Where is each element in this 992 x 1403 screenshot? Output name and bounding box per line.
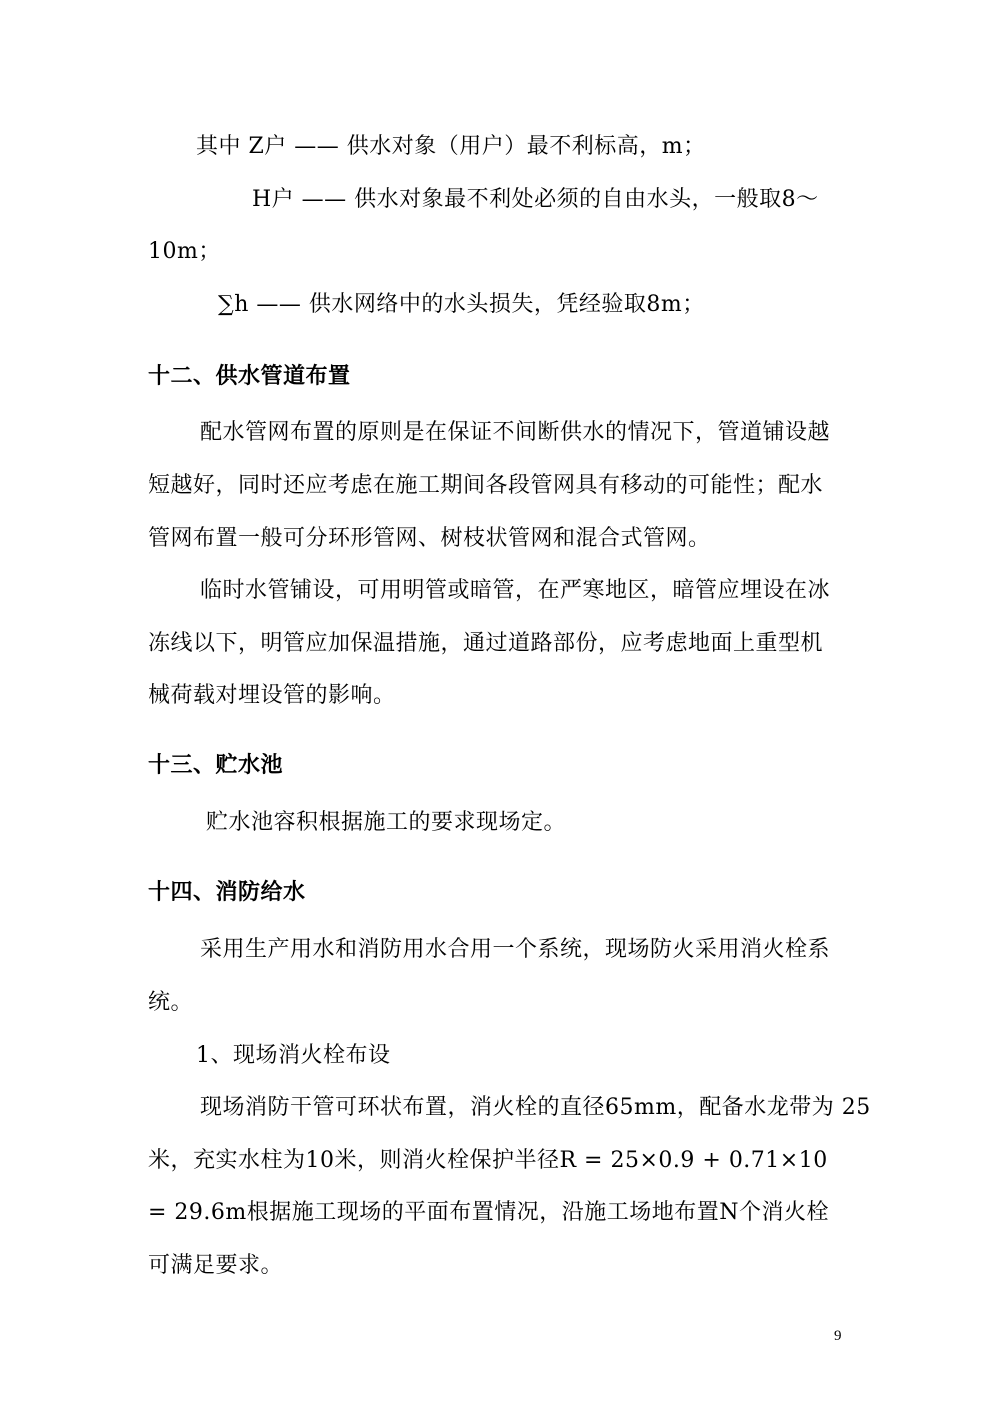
definition-sum-h: ∑h —— 供水网络中的水头损失，凭经验取8m； (218, 292, 705, 317)
section-heading-12: 十二、供水管道布置 (148, 364, 351, 389)
page-number: 9 (834, 1328, 842, 1344)
paragraph-line: 现场消防干管可环状布置，消火栓的直径65mm，配备水龙带为 25 (200, 1095, 871, 1120)
definition-h-cont: 10m； (148, 239, 221, 264)
paragraph-line: 短越好，同时还应考虑在施工期间各段管网具有移动的可能性；配水 (148, 473, 824, 498)
section-heading-14: 十四、消防给水 (148, 880, 306, 905)
paragraph-line: 管网布置一般可分环形管网、树枝状管网和混合式管网。 (148, 526, 711, 551)
section-heading-13: 十三、贮水池 (148, 753, 284, 778)
subheading-1: 1、现场消火栓布设 (196, 1043, 391, 1068)
paragraph-line: 冻线以下，明管应加保温措施，通过道路部份，应考虑地面上重型机 (148, 631, 824, 656)
paragraph-line: 采用生产用水和消防用水合用一个系统，现场防火采用消火栓系 (200, 937, 831, 962)
paragraph-line: = 29.6m根据施工现场的平面布置情况，沿施工场地布置N个消火栓 (148, 1200, 830, 1225)
paragraph-line: 配水管网布置的原则是在保证不间断供水的情况下，管道铺设越 (200, 420, 831, 445)
paragraph-line: 统。 (148, 990, 194, 1015)
definition-h: H户 —— 供水对象最不利处必须的自由水头，一般取8～ (252, 187, 819, 212)
paragraph-line: 贮水池容积根据施工的要求现场定。 (206, 810, 567, 835)
paragraph-line: 可满足要求。 (148, 1253, 284, 1278)
paragraph-line: 米，充实水柱为10米，则消火栓保护半径R = 25×0.9 + 0.71×10 (148, 1148, 828, 1173)
definition-z: 其中 Z户 —— 供水对象（用户）最不利标高，m； (196, 134, 706, 159)
paragraph-line: 临时水管铺设，可用明管或暗管，在严寒地区，暗管应埋设在冰 (200, 578, 831, 603)
paragraph-line: 械荷载对埋设管的影响。 (148, 683, 396, 708)
